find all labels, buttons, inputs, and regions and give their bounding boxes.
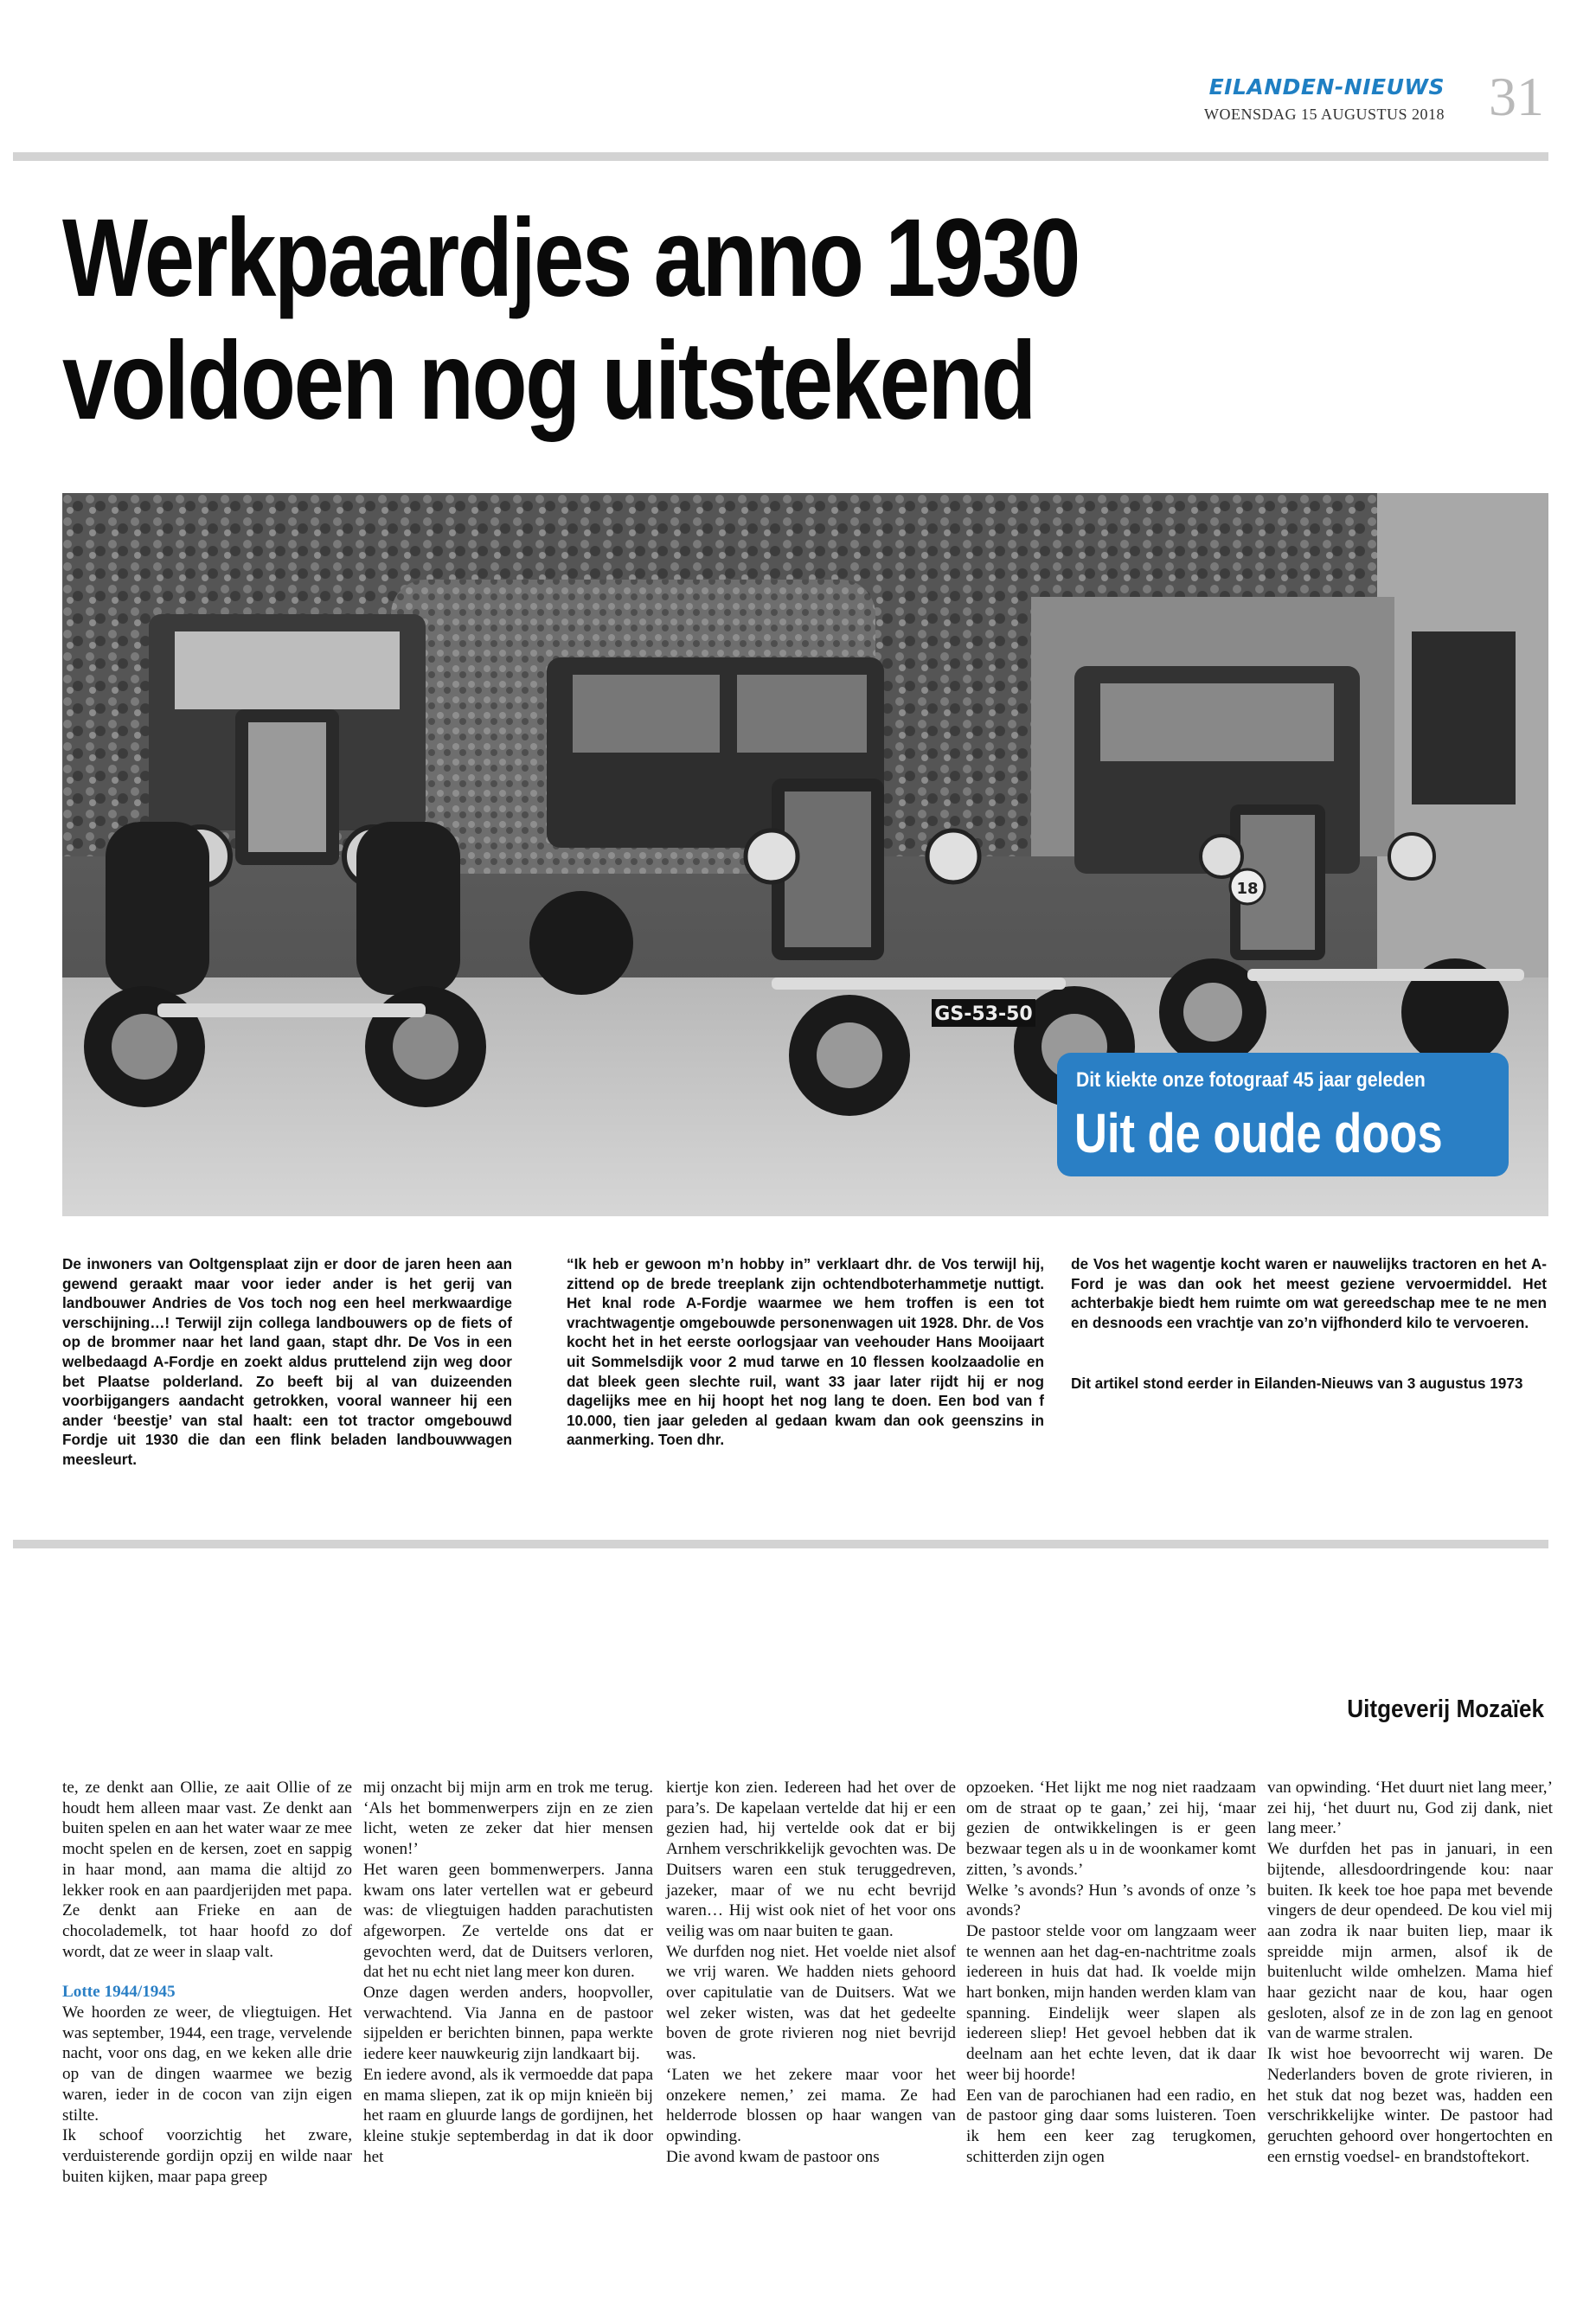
- story-paragraph: We hoorden ze weer, de vliegtuigen. Het was september, 1944, een trage, vervelende nacht, voor ons dag, en we keken alle drie op van de dingen waarmee we bezig waren, ieder in de cocon van zijn eigen stilte.: [62, 2003, 352, 2125]
- story-paragraph: Die avond kwam de pastoor ons: [666, 2147, 880, 2166]
- source-note: Dit artikel stond eerder in Eilanden-Nieuws van 3 augustus 1973: [1071, 1375, 1523, 1393]
- story-column-1: [62, 1778, 352, 2187]
- newspaper-brand: EILANDEN-NIEUWS: [1208, 74, 1445, 99]
- vintage-cars-photo: [62, 493, 1548, 1216]
- intro-paragraph: “Ik heb er gewoon m’n hobby in” verklaart dhr. de Vos terwijl hij, zittend op de brede treeplank zijn ochtendboterhammetje nuttigt. Het knal rode A-Fordje waarmee we hem troffen is een tot vrachtwagentje omgebouwde personenwagen uit 1928. Dhr. de Vos kocht het in het eerste oorlogsjaar van veehouder Hans Mooijaart uit Sommelsdijk voor 2 mud tarwe en 10 flessen koolzaadolie en dat bleek geen slechte ruil, want 33 jaar later rijdt hij er nog dagelijks mee en hij hoopt het nog lang te doen. Een bod van f 10.000, tien jaar geleden al gedaan kwam dan ook geenszins in aanmerking. Toen dhr.: [567, 1255, 1044, 1449]
- story-paragraph: We durfden het pas in januari, in een bijtende, allesdoordringende kou: naar buiten. Ik keek toe hoe papa met bevende vingers de deur opendeed. De kou viel mij aan zodra ik naar buiten liep, maar ik spreidde mijn armen, alsof ik de buitenlucht wilde omhelzen. Mama hief haar gezicht naar de kou, haar ogen gesloten, alsof ze in de zon lag en genoot van de warme stralen.: [1267, 1840, 1553, 2043]
- story-column-4: [966, 1778, 1256, 2167]
- story-paragraph: En iedere avond, als ik vermoedde dat papa en mama sliepen, zat ik op mijn knieën bij het raam en gluurde langs de gordijnen, het kleine stukje septemberdag in dat ik door het: [363, 2065, 653, 2166]
- headline-line-1: Werkpaardjes anno 1930: [62, 196, 1079, 320]
- story-paragraph: Een van de parochianen had een radio, en de pastoor ging daar soms luisteren. Toen ik hem een keer zag terugkomen, schitterden zijn ogen: [966, 2086, 1256, 2166]
- overlay-kicker: Dit kiekte onze fotograaf 45 jaar geleden: [1076, 1068, 1426, 1092]
- intro-column-3: [1071, 1254, 1547, 1413]
- license-plate: GS-53-50: [934, 1003, 1033, 1025]
- story-paragraph: Onze dagen werden anders, hoopvoller, verwachtend. Via Janna en de pastoor sijpelden er berichten binnen, papa werkte iedere keer nauwkeurig zijn landkaart bij.: [363, 1984, 653, 2064]
- intro-paragraph: de Vos het wagentje kocht waren er nauwelijks tractoren en het A-Ford je was dan ook het meest geziene vervoermiddel. Het achterbakje biedt hem ruimte om wat gereedschap mee te ne men en desnoods een vrachtje van zo’n vijfhonderd kilo te vervoeren.: [1071, 1255, 1547, 1331]
- story-paragraph: mij onzacht bij mijn arm en trok me terug. ‘Als het bommenwerpers zijn en ze zien licht, weten ze zeker dat hier mensen wonen!’: [363, 1779, 653, 1859]
- article-headline: [62, 197, 1126, 443]
- issue-date: WOENSDAG 15 AUGUSTUS 2018: [1203, 106, 1445, 123]
- publisher-credit: Uitgeverij Mozaïek: [1347, 1695, 1544, 1723]
- story-paragraph: kiertje kon zien. Iedereen had het over de para’s. De kapelaan vertelde dat hij er een gezien had, hij vertelde ook dat er bij Arnhem verschrikkelijk gevochten was. De Duitsers waren een stuk teruggedreven, jazeker, maar of we nu echt bevrijd waren… Hij wist ook niet of het voor ons veilig was om naar buiten te gaan.: [666, 1779, 956, 1940]
- story-paragraph: ‘Laten we het zekere maar voor het onzekere nemen,’ zei mama. Ze had helderrode blossen op haar wangen van opwinding.: [666, 2065, 956, 2145]
- story-paragraph: De pastoor stelde voor om langzaam weer te wennen aan het dag-en-nachtritme zoals iedereen in huis dat had. Ik voelde mijn hart bonken, mijn handen werden klam van spanning. Eindelijk weer slapen als iedereen sliep! Het gevoel hebben dat ik deelnam aan het echte leven, dat ik daar weer bij hoorde!: [966, 1921, 1256, 2084]
- page-number: 31: [1489, 66, 1544, 127]
- story-subheading: Lotte 1944/1945: [62, 1983, 176, 2002]
- overlay-title: Uit de oude doos: [1074, 1102, 1443, 1164]
- feature-overlay-box: [1057, 1053, 1509, 1176]
- story-paragraph: We durfden nog niet. Het voelde niet alsof we vrij waren. We hadden niets gehoord over capitulatie van de Duitsers. Wat we wel zeker wisten, was dat het gedeelte boven de grote rivieren nog niet bevrijd was.: [666, 1942, 956, 2064]
- intro-paragraph: De inwoners van Ooltgensplaat zijn er door de jaren heen aan gewend geraakt maar voor ieder ander is het gerij van landbouwer Andries de Vos toch nog een heel merkwaardige verschijning…! Terwijl zijn collega landbouwers op de fiets of op de brommer naar het land gaan, stapt dhr. De Vos in een welbedaagd A-Fordje en zoekt aldus pruttelend zijn weg door bet Plaatse polderland. Zo beeft bij al van duizeenden voorbijgangers aandacht getrokken, vooral wanneer hij een ander ‘beestje’ van stal haalt: een tot tractor omgebouwd Fordje uit 1930 die dan een flink beladen landbouwwagen meesleurt.: [62, 1255, 512, 1468]
- story-column-2: [363, 1778, 653, 2167]
- story-paragraph: van opwinding. ‘Het duurt niet lang meer,’ zei hij, ‘het duurt nu, God zij dank, niet lang meer.’: [1267, 1779, 1553, 1838]
- top-divider: [13, 152, 1548, 161]
- story-paragraph: te, ze denkt aan Ollie, ze aait Ollie of ze houdt hem alleen maar vast. Ze denkt aan buiten spelen en aan het water waar ze mee mocht spelen en de kersen, zoet en sappig in haar mond, aan mama die altijd zo lekker rook en aan paardjerijden met papa. Ze denkt aan Frieke en aan de chocolademelk, tot haar hoofd zo dof wordt, dat ze weer in slaap valt.: [62, 1779, 352, 1961]
- story-paragraph: Ik schoof voorzichtig het zware, verduisterende gordijn opzij en wilde naar buiten kijken, maar papa greep: [62, 2126, 352, 2186]
- story-column-5: [1267, 1778, 1553, 2167]
- story-paragraph: Het waren geen bommenwerpers. Janna kwam ons later vertellen wat er gebeurd was: de vliegtuigen hadden parachutisten afgeworpen. Ze vertelde ons dat er gevochten werd, dat de Duitsers verloren, dat het nu echt niet lang meer kon duren.: [363, 1860, 653, 1982]
- car-badge: 18: [1236, 880, 1259, 898]
- story-paragraph: Welke ’s avonds? Hun ’s avonds of onze ’s avonds?: [966, 1881, 1256, 1920]
- story-paragraph: opzoeken. ‘Het lijkt me nog niet raadzaam om de straat op te gaan,’ zei hij, ‘maar gezien de ontwikkelingen is er geen bezwaar tegen als u in de woonkamer komt zitten, ’s avonds.’: [966, 1779, 1256, 1879]
- intro-column-1: [62, 1254, 512, 1489]
- section-divider: [13, 1540, 1548, 1548]
- story-paragraph: Ik wist hoe bevoorrecht wij waren. De Nederlanders boven de grote rivieren, in het stuk dat nog bezet was, hadden een verschrikkelijke winter. De pastoor had geruchten gehoord over hongertochten en een ernstig voedsel- en brandstoftekort.: [1267, 2045, 1553, 2166]
- intro-column-2: [567, 1254, 1044, 1469]
- masthead: [0, 0, 1596, 164]
- story-column-3: [666, 1778, 956, 2167]
- headline-line-2: voldoen nog uitstekend: [62, 319, 1035, 443]
